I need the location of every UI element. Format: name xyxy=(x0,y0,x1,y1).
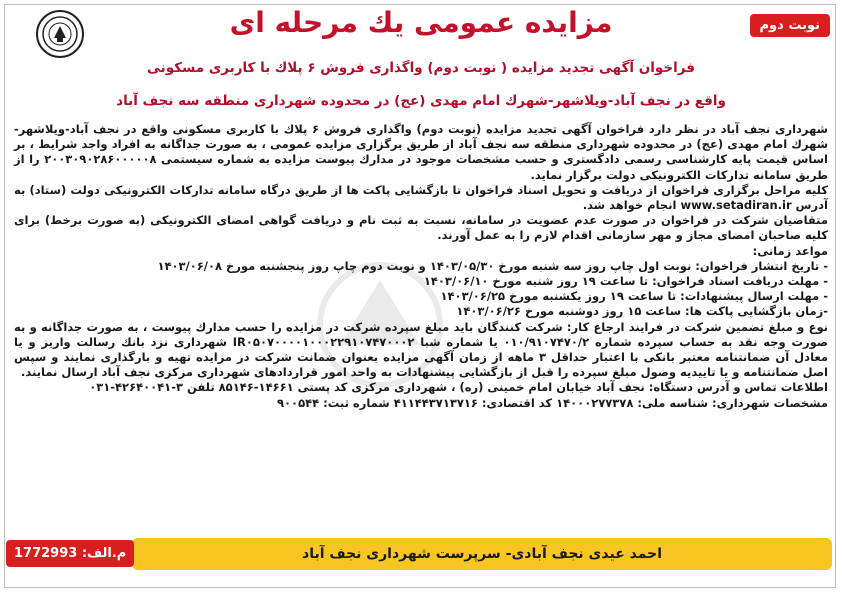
notice-title: مزایده عمومی یك مرحله ای xyxy=(229,6,613,39)
signature-text: احمد عیدی نجف آبادی- سرپرست شهرداری نجف آباد xyxy=(302,546,662,562)
date-item: - تاریخ انتشار فراخوان: نوبت اول چاپ روز سه شنبه مورخ ۱۴۰۳/۰۵/۳۰ و نوبت دوم چاپ روز پنجشنبه مورخ ۱۴۰۳/۰۶/۰۸ xyxy=(157,258,828,273)
guarantee-paragraph: نوع و مبلغ تضمین شرکت در فرایند ارجاع کار: شرکت کنندگان باید مبلغ سپرده شرکت در مزایده را حسب مدارك پیوست ، به صورت جداگانه و به صورت وجه نقد به حساب سپرده شماره ۰۱۰/۹۱۰۷۴۷۰/۲ یا شماره شبا IR۰۵۰۷۰۰۰۰۱۰۰۰۲۲۹۱۰۷۴۷۰۰۰۲ شهرداری نزد بانك رسالت واریز و یا معادل آن ضمانتنامه معتبر بانکی با اعتبار حداقل ۳ ماهه از زمان آگهی مزایده بعنوان ضمانت شرکت در مزایده تهیه و بارگذاری نمایند و سپس اصل ضمانتنامه و یا تاییدیه وصول مبلغ سپرده را قبل از بازگشایی پیشنهادات به واحد امور قراردادهای شهرداری مرکزی نجف آباد ارسال نمایند. xyxy=(14,319,828,380)
registration-paragraph: متقاضیان شرکت در فراخوان در صورت عدم عضویت در سامانه، نسبت به ثبت نام و دریافت گواهی امضای الکترونیکی (به صورت برخط) برای کلیه صاحبان امضای مجاز و مهر سازمانی اقدام لازم را به عمل آورند. xyxy=(14,213,828,243)
date-item: - مهلت ارسال پیشنهادات: تا ساعت ۱۹ روز یکشنبه مورخ ۱۴۰۳/۰۶/۲۵ xyxy=(440,289,828,304)
date-item: - مهلت دریافت اسناد فراخوان: تا ساعت ۱۹ روز شنبه مورخ ۱۴۰۳/۰۶/۱۰ xyxy=(423,274,828,289)
date-item: -زمان بازگشایی پاکت ها: ساعت ۱۵ روز دوشنبه مورخ ۱۴۰۳/۰۶/۲۶ xyxy=(456,304,828,319)
round-badge: نوبت دوم xyxy=(750,14,830,37)
identifiers-line: مشخصات شهرداری: شناسه ملی: ۱۴۰۰۰۲۷۷۳۷۸ کد اقتصادی: ۴۱۱۴۴۳۷۱۳۷۱۶ شماره ثبت: ۹۰۰۵۴۴ xyxy=(277,395,828,410)
procedure-paragraph: کلیه مراحل برگزاری فراخوان از دریافت و تحویل اسناد فراخوان تا بازگشایی پاکت ها از طریق درگاه سامانه تدارکات الکترونیکی دولت (ستاد) به آدرس www.setadiran.ir انجام خواهد شد. xyxy=(14,182,828,213)
signature-bar xyxy=(132,538,832,570)
dates-list xyxy=(14,259,828,320)
notice-subtitle-2: واقع در نجف آباد-ویلاشهر-شهرك امام مهدی (عج) در محدوده شهرداری منطقه سه نجف آباد xyxy=(116,93,726,109)
intro-paragraph: شهرداری نجف آباد در نظر دارد فراخوان آگهی تجدید مزایده (نوبت دوم) واگذاری فروش ۶ پلاك با کاربری مسکونی واقع در نجف آباد-ویلاشهر-شهرك امام مهدی (عج) در محدوده شهرداری منطقه سه نجف آباد از طریق برگزاری مزایده عمومی ، به صورت جداگانه به افراد واجد شرایط ، بر اساس قیمت پایه کارشناسی رسمی دادگستری و حسب مشخصات موجود در مدارك پیوست مزایده به شماره سیستمی ۲۰۰۳۰۹۰۲۸۶۰۰۰۰۰۸ را از طریق سامانه تدارکات الکترونیکی دولت برگزار نماید. xyxy=(14,122,828,182)
notice-body xyxy=(14,122,828,411)
contact-line: اطلاعات تماس و آدرس دستگاه: نجف آباد خیابان امام خمینی (ره) ، شهرداری مرکزی کد پستی ۱۴۶۶۱-۸۵۱۴۶ تلفن ۳-۴۲۶۴۰۰۴۱-۰۳۱ xyxy=(89,380,828,395)
notice-subtitle-1: فراخوان آگهی تجدید مزایده ( نوبت دوم) واگذاری فروش ۶ پلاك با کاربری مسکونی xyxy=(147,60,695,76)
ad-code-badge: م.الف: 1772993 xyxy=(6,540,134,567)
dates-heading: مواعد زمانی: xyxy=(752,243,828,258)
